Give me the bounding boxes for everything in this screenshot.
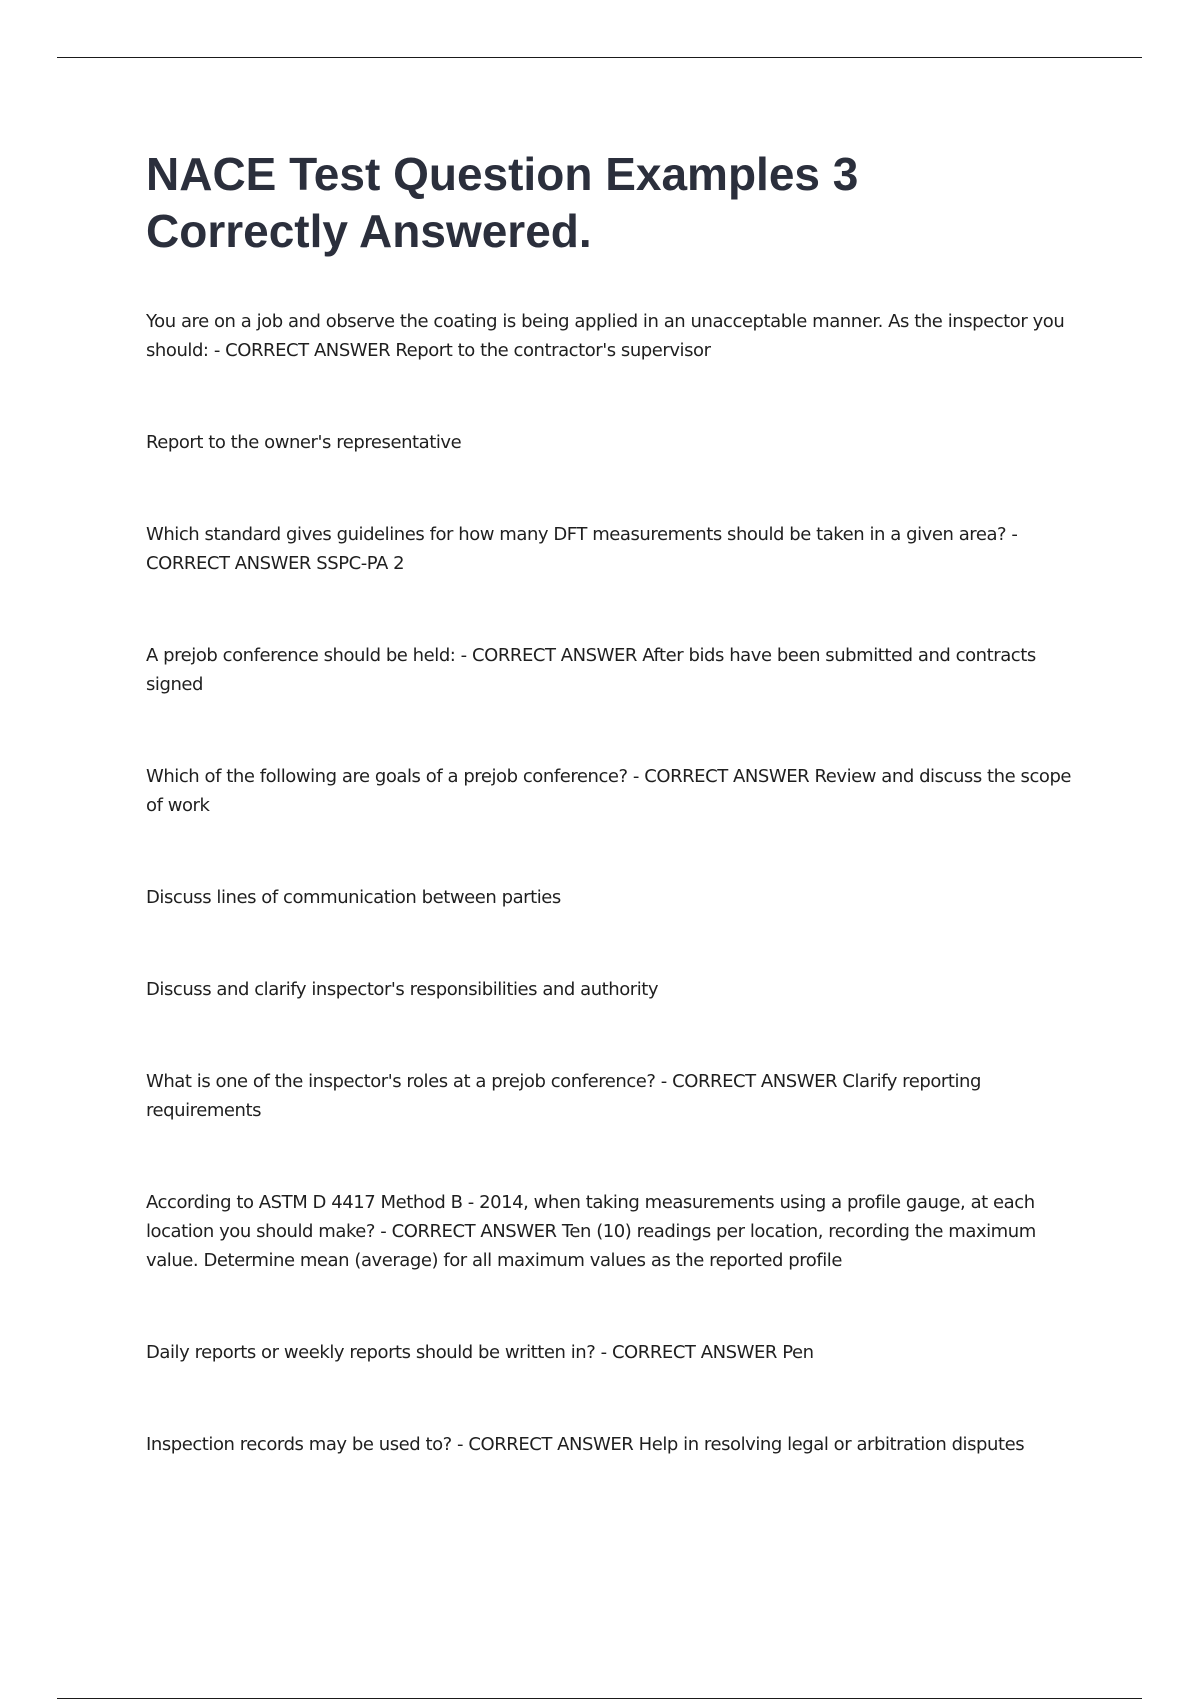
qa-item: Which of the following are goals of a prejob conference? - CORRECT ANSWER Review and discuss the scope of work: [146, 766, 1072, 816]
qa-item: According to ASTM D 4417 Method B - 2014, when taking measurements using a profile gauge, at each location you should make? - CORRECT ANSWER Ten (10) readings per location, recording the maximum value. Determine mean (average) for all maximum values as the reported profile: [146, 1192, 1036, 1271]
qa-item: Daily reports or weekly reports should be written in? - CORRECT ANSWER Pen: [146, 1342, 814, 1363]
qa-item: You are on a job and observe the coating is being applied in an unacceptable manner. As the inspector you should: - CORRECT ANSWER Report to the contractor's supervisor: [146, 311, 1065, 361]
qa-item: Inspection records may be used to? - CORRECT ANSWER Help in resolving legal or arbitration disputes: [146, 1434, 1025, 1455]
qa-item: Report to the owner's representative: [146, 432, 462, 453]
bottom-rule: [57, 1698, 1142, 1699]
document-body: [146, 146, 1086, 1522]
qa-item: Which standard gives guidelines for how many DFT measurements should be taken in a given area? - CORRECT ANSWER SSPC-PA 2: [146, 524, 1018, 574]
qa-list: [146, 307, 1086, 1459]
qa-item: Discuss lines of communication between parties: [146, 887, 561, 908]
top-rule: [57, 57, 1142, 58]
title-line-1: NACE Test Question Examples 3: [146, 148, 859, 200]
title-line-2: Correctly Answered.: [146, 205, 592, 257]
qa-item: What is one of the inspector's roles at a prejob conference? - CORRECT ANSWER Clarify reporting requirements: [146, 1071, 981, 1121]
document-title: [146, 146, 1086, 260]
qa-item: Discuss and clarify inspector's responsibilities and authority: [146, 979, 659, 1000]
qa-item: A prejob conference should be held: - CORRECT ANSWER After bids have been submitted and contracts signed: [146, 645, 1036, 695]
